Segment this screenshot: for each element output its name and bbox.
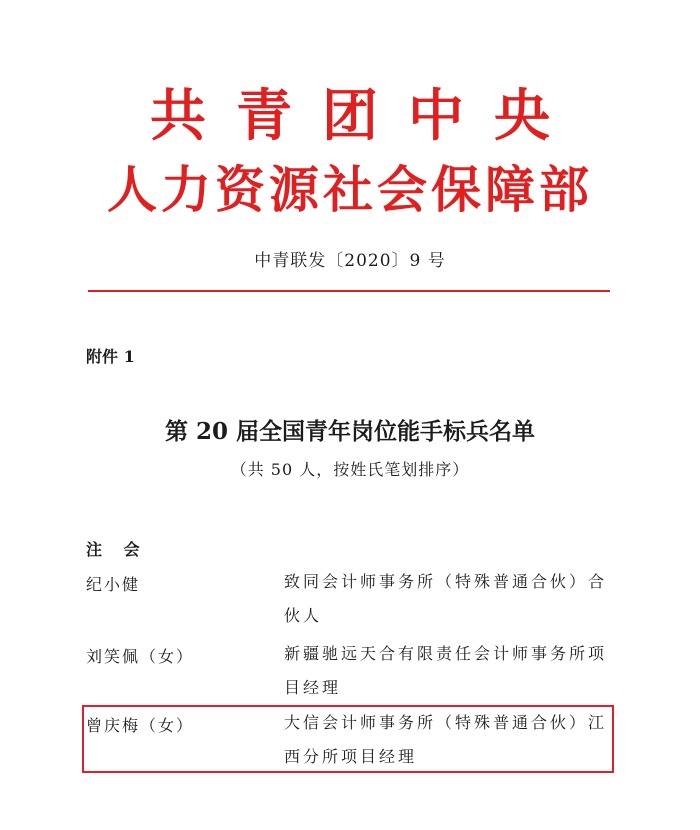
section-heading: 注 会 [86, 540, 148, 559]
entry-name: 纪小健 [86, 575, 141, 594]
document-number: 中青联发〔2020〕9 号 [254, 251, 446, 271]
header-divider [88, 290, 610, 292]
entry-name: 刘笑佩（女） [86, 647, 195, 666]
list-subtitle: （共 50 人，按姓氏笔划排序） [230, 460, 470, 479]
entry-organization: 新疆驰远天合有限责任会计师事务所项目经理 [284, 644, 608, 697]
highlight-box [82, 705, 614, 773]
entry-name: 曾庆梅（女） [86, 716, 195, 735]
issuer-name-1: 共青团中央 [150, 83, 580, 149]
attachment-label: 附件 1 [86, 347, 135, 366]
list-title: 第 20 届全国青年岗位能手标兵名单 [164, 418, 536, 445]
entry-organization: 大信会计师事务所（特殊普通合伙）江西分所项目经理 [284, 713, 608, 766]
entry-organization: 致同会计师事务所（特殊普通合伙）合伙人 [284, 572, 608, 625]
issuer-name-2: 人力资源社会保障部 [107, 160, 593, 219]
